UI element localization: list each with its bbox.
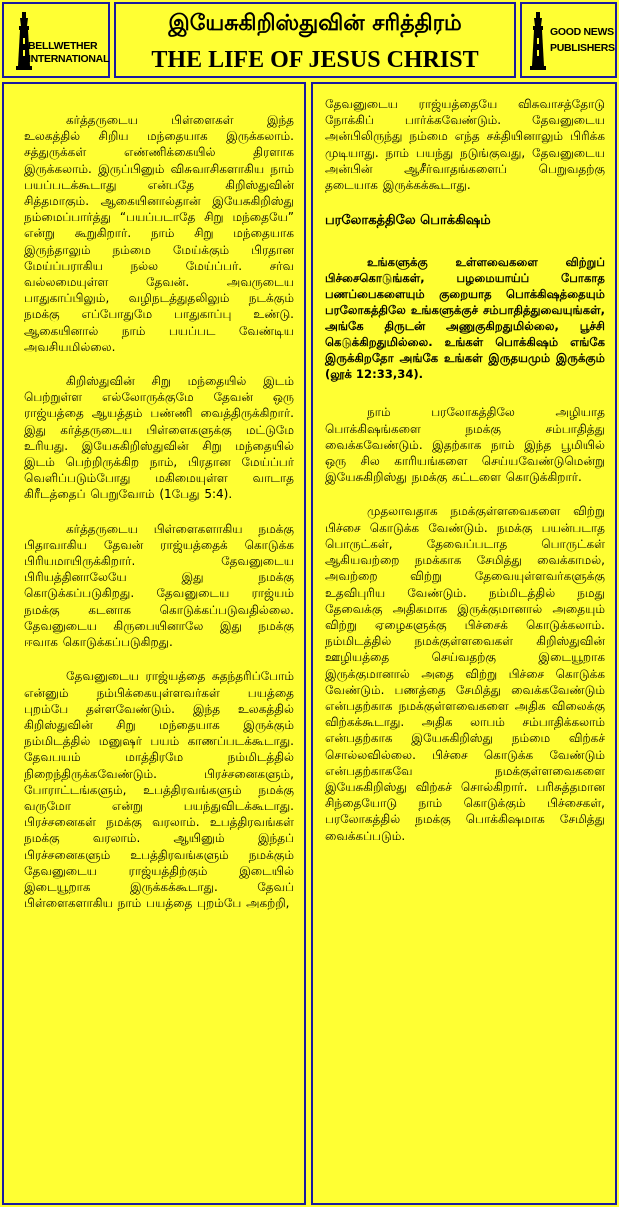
- bellwether-logo-box: [2, 2, 110, 78]
- page-title-english: THE LIFE OF JESUS CHRIST: [151, 47, 479, 73]
- bellwether-name-line2: INTERNATIONAL: [28, 53, 110, 65]
- continued-paragraph: தேவனுடைய ராஜ்யத்தையே விசுவாசத்தோடு நோக்கிப் பார்க்கவேண்டும். தேவனுடைய அன்பிலிருந்து நம்மை எந்த சக்தியினாலும் பிரிக்க முடியாது. நாம் பயந்து நடுங்குவது, தேவனுடைய அன்பின் ஆசீர்வாதங்களைப் பெறுவதற்கு தடையாக இருக்கக்கூடாது.: [325, 97, 605, 193]
- good-news-name-line2: PUBLISHERS: [550, 42, 615, 54]
- left-column: [2, 82, 306, 1205]
- title-box: [114, 2, 516, 78]
- bellwether-name-line1: BELLWETHER: [28, 40, 98, 52]
- paragraph: நாம் பரலோகத்திலே அழியாத பொக்கிஷங்களை நமக்கு சம்பாதித்து வைக்கவேண்டும். இதற்காக நாம் இந்த பூமியில் ஒரு சில காரியங்களை செய்யவேண்டுமென்று இயேசுகிறிஸ்து நமக்கு கட்டளை கொடுக்கிறார்.: [325, 405, 605, 485]
- scripture-verse: உங்களுக்கு உள்ளவைகளை விற்றுப் பிச்சைகொடுங்கள், பழமையாய்ப் போகாத பணப்பைகளையும் குறையாத பொக்கிஷத்தையும் பரலோகத்திலே உங்களுக்குச் சம்பாதித்துவையுங்கள், அங்கே திருடன் அணுகுகிறதுமில்லை, பூச்சி கெடுக்கிறதுமில்லை. உங்கள் பொக்கிஷம் எங்கே இருக்கிறதோ அங்கே உங்கள் இருதயமும் இருக்கும் (லூக் 12:33,34).: [325, 255, 605, 381]
- paragraph: கர்த்தருடைய பிள்ளைகள் இந்த உலகத்தில் சிறிய மந்தையாக இருக்கலாம். சத்துருக்கள் எண்ணிக்கையில் திரளாக இருக்கலாம். இருப்பினும் விசுவாசிகளாகிய நாம் பயப்படக்கூடாது என்பதே கிறிஸ்துவின் சித்தமாகும். ஆகையினால்தான் இயேசுகிறிஸ்து நம்மைப்பார்த்து “பயப்படாதே சிறு மந்தையே” என்று கூறுகிறார். நாம் சிறு மந்தையாக இருந்தாலும் நம்மை மேய்க்கும் பிரதான மேய்ப்பராகிய நல்ல மேய்ப்பர். சர்வ வல்லமையுள்ள தேவன். அவருடைய பாதுகாப்பிலும், வழிநடத்துதலிலும் நடக்கும் நமக்கு எப்போதுமே பாதுகாப்பு உண்டு. ஆகையினால் நாம் பயப்பட வேண்டிய அவசியமில்லை.: [24, 113, 294, 354]
- bellwether-logo: [4, 4, 108, 76]
- paragraph: தேவனுடைய ராஜ்யத்தை சுதந்தரிப்போம் என்னும் நம்பிக்கையுள்ளவர்கள் பயத்தை புறம்பே தள்ளவேண்டும். இந்த உலகத்தில் கிறிஸ்துவின் சிறு மந்தையாக இருக்கும் நம்மிடத்தில் மனுஷர் பயம் காணப்படக்கூடாது. தேவபயம் மாத்திரமே நம்மிடத்தில் நிறைந்திருக்கவேண்டும். பிரச்சனைகளும், போராட்டங்களும், உபத்திரவங்களும் நமக்கு வருமோ என்று பயந்துவிடக்கூடாது. பிரச்சனைகள் நமக்கு வரலாம். உபத்திரவங்கள் நமக்கு வரலாம். ஆயினும் இந்தப் பிரச்சனைகளும் உபத்திரவங்களும் நமக்கும் தேவனுடைய ராஜ்யத்திற்கும் இடையில் இடையூறாக இருக்கக்கூடாது. தேவப் பிள்ளைகளாகிய நாம் பயத்தை புறம்பே அகற்றி,: [24, 669, 294, 911]
- section-heading: பரலோகத்திலே பொக்கிஷம்: [325, 213, 491, 229]
- good-news-name-line1: GOOD NEWS: [550, 26, 614, 38]
- page-title-tamil: இயேசுகிறிஸ்துவின் சரித்திரம்: [168, 11, 462, 36]
- good-news-logo-box: [520, 2, 617, 78]
- right-column: [311, 82, 617, 1205]
- paragraph: கர்த்தருடைய பிள்ளைகளாகிய நமக்கு பிதாவாகிய தேவன் ராஜ்யத்தைக் கொடுக்க பிரியமாயிருக்கிறார். தேவனுடைய பிரியத்தினாலேயே இது நமக்கு கொடுக்கப்படுகிறது. தேவனுடைய ராஜ்யம் நமக்கு கடனாக கொடுக்கப்படுவதில்லை. தேவனுடைய கிருபையினாலே இது நமக்கு ஈவாக கொடுக்கப்படுகிறது.: [24, 521, 294, 650]
- paragraph: முதலாவதாக நமக்குள்ளவைகளை விற்று பிச்சை கொடுக்க வேண்டும். நமக்கு பயன்படாத பொருட்கள், தேவைப்படாத பொருட்கள் ஆகியவற்றை நமக்காக சேமித்து வைக்காமல், அவற்றை விற்று தேவையுள்ளவர்களுக்கு உதவிபுரிய வேண்டும். நம்மிடத்தில் நமது தேவைக்கு அதிகமாக இருக்குமானால் அதையும் விற்று ஏழைகளுக்கு பிச்சைக் கொடுக்கலாம். நம்மிடத்தில் நமக்குள்ளவைகள் கிறிஸ்துவின் ஊழியத்தை செய்வதற்கு இடையூறாக இருக்குமானால் அதை விற்று பிச்சை கொடுக்க வேண்டும். பணத்தை சேமித்து வைக்கவேண்டும் என்பதற்காக நமக்குள்ளவைகளை அதிக விலைக்கு விற்கக்கூடாது. அதிக லாபம் சம்பாதிக்கலாம் என்பதற்காக இயேசுகிறிஸ்து நம்மை விற்கச் சொல்லவில்லை. பிச்சை கொடுக்க வேண்டும் என்பதற்காகவே நமக்குள்ளவைகளை இயேசுகிறிஸ்து விற்கச் சொல்கிறார். பரிசுத்தமான சிந்தையோடு நாம் கொடுக்கும் பிச்சைகள், பரலோகத்தில் நமக்கு பொக்கிஷமாக சேமித்து வைக்கப்படும்.: [325, 504, 605, 843]
- good-news-logo: [522, 4, 615, 76]
- paragraph: கிறிஸ்துவின் சிறு மந்தையில் இடம் பெற்றுள்ள எல்லோருக்குமே தேவன் ஒரு ராஜ்யத்தை ஆயத்தம் பண்ணி வைத்திருக்கிறார். இது கர்த்தருடைய பிள்ளைகளுக்கு மட்டுமே உரியது. இயேசுகிறிஸ்துவின் சிறு மந்தையில் இடம் பெற்றிருக்கிற நாம், பிரதான மேய்ப்பர் வெளிப்படும்போது மகிமையுள்ள வாடாத கிரீடத்தைப் பெறுவோம் (1பேது 5:4).: [24, 374, 294, 502]
- tower-icon: [528, 12, 548, 72]
